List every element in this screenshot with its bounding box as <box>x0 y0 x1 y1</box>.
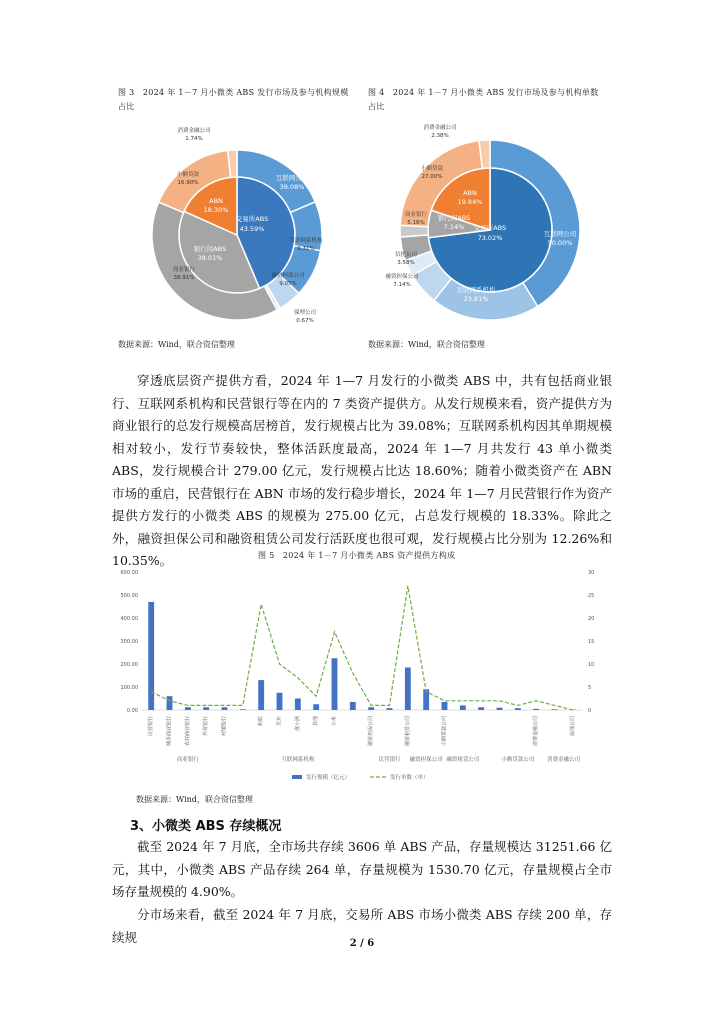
fig3-label-trust-pct: 39.08% <box>279 183 305 191</box>
figure4-caption <box>368 86 618 114</box>
fig3-label-guarantee: 融资担保公司 <box>271 273 305 279</box>
fig4-label-abn-pct: 19.84% <box>457 198 483 206</box>
bar <box>442 702 448 710</box>
bar <box>368 707 374 710</box>
figure4-caption-line2: 占比 <box>368 102 385 111</box>
fig4-label-guarantee: 融资担保公司 <box>385 274 419 280</box>
category-label: 保理公司 <box>569 716 576 737</box>
category-label: 融资租赁公司 <box>404 716 411 747</box>
group-label: 融资租赁公司 <box>446 757 480 763</box>
left-tick-label: 0.00 <box>126 708 138 714</box>
bar <box>350 702 356 710</box>
fig3-label-interbank: 银行间ABS <box>193 245 227 253</box>
bar <box>497 708 503 710</box>
group-label: 小额贷款公司 <box>501 757 535 763</box>
group-label: 商业银行 <box>176 757 199 763</box>
category-label: 度小满 <box>294 716 301 732</box>
category-label: 小米 <box>331 716 338 727</box>
bar <box>515 708 521 710</box>
category-label: 外资银行 <box>203 716 210 737</box>
bar <box>203 707 209 710</box>
fig4-label-microloan-pct: 27.00% <box>421 174 443 180</box>
fig3-label-exchange-pct: 43.59% <box>239 225 265 233</box>
fig3-label-interbank-pct: 38.01% <box>197 254 223 262</box>
right-tick-label: 5 <box>588 685 592 691</box>
left-tick-label: 300.00 <box>120 639 138 645</box>
fig4-label-interbank: 银行间ABS <box>437 214 471 222</box>
legend-bar-swatch <box>292 775 302 779</box>
category-label: 小额贷款公司 <box>441 716 448 747</box>
category-label: 其他 <box>313 716 320 727</box>
section-heading: 3、小微类 ABS 存续概况 <box>130 819 282 834</box>
fig3-label-factoring-pct: 0.67% <box>296 318 314 324</box>
fig4-label-consumer: 消费金融公司 <box>423 125 457 131</box>
bar <box>185 707 191 710</box>
fig3-label-factoring: 保理公司 <box>293 310 317 316</box>
fig3-label-internet: 互联网系机构 <box>289 238 323 244</box>
fig3-label-consumer-pct: 1.74% <box>185 136 203 142</box>
fig4-label-interbank-pct: 7.14% <box>443 223 465 231</box>
fig3-label-microloan: 小额贷款 <box>176 172 200 178</box>
page-number: 2 / 6 <box>349 938 375 949</box>
group-label: 互联网系机构 <box>281 757 315 763</box>
bar <box>387 708 393 710</box>
group-label: 民营银行 <box>378 757 401 763</box>
paragraph-outstanding-overview: 截至 2024 年 7 月底，全市场共存续 3606 单 ABS 产品，存量规模达 31251.66 亿元，其中，小微类 ABS 产品存续 264 单，存量规模为 1530.70 亿元，存量规模占全市场存量规模的 4.90%。 <box>112 839 612 899</box>
fig4-label-abn: ABN <box>463 189 477 197</box>
bar <box>552 709 558 710</box>
figure4-source: 数据来源：Wind，联合资信整理 <box>368 340 485 349</box>
right-tick-label: 30 <box>588 570 595 576</box>
fig3-label-consumer: 消费金融公司 <box>177 128 211 134</box>
group-label: 消费金融公司 <box>547 757 581 763</box>
bar <box>460 705 466 710</box>
count-line <box>151 586 573 710</box>
paragraph-market-breakdown: 分市场来看，截至 2024 年 7 月底，交易所 ABS 市场小微类 ABS 存续 200 单，存续规 <box>112 907 612 945</box>
bar <box>258 680 264 710</box>
left-tick-label: 500.00 <box>120 593 138 599</box>
fig3-label-guarantee-pct: 9.05% <box>279 281 297 287</box>
fig3-label-exchange: 交易所ABS <box>235 215 269 223</box>
right-tick-label: 0 <box>588 708 592 714</box>
group-label: 融资担保公司 <box>409 757 443 763</box>
right-tick-label: 25 <box>588 593 595 599</box>
bar <box>478 707 484 710</box>
bar <box>313 704 319 710</box>
bar <box>332 658 338 710</box>
figure3-caption-line2: 占比 <box>118 102 135 111</box>
figure3-caption-line1: 图 3 2024 年 1－7 月小微类 ABS 发行市场及参与机构规模 <box>118 88 349 97</box>
bar <box>277 693 283 710</box>
left-tick-label: 400.00 <box>120 616 138 622</box>
fig4-label-exchange: 交易所ABS <box>473 224 507 232</box>
fig4-label-microloan: 小额贷款 <box>420 166 444 172</box>
right-tick-label: 10 <box>588 662 595 668</box>
left-tick-label: 200.00 <box>120 662 138 668</box>
category-label: 京东 <box>276 716 283 727</box>
fig3-label-internet-pct: 9.31% <box>297 246 315 252</box>
figure3-caption <box>118 86 368 114</box>
fig3-label-abn-pct: 18.30% <box>203 206 229 214</box>
fig4-label-internet: 互联网公司 <box>543 230 577 238</box>
figure3-donut-chart <box>140 118 340 328</box>
category-label: 农村商业银行 <box>184 716 191 747</box>
figure4-donut-chart <box>380 118 590 328</box>
category-label: 蚂蚁 <box>258 716 265 727</box>
figure3-source: 数据来源：Wind，联合资信整理 <box>118 340 235 349</box>
fig3-label-trust: 互联网公司 <box>275 174 309 182</box>
fig3-label-abn: ABN <box>209 197 223 205</box>
fig4-label-internet-pct: 50.00% <box>547 239 573 247</box>
category-label: 城市商业银行 <box>166 716 173 747</box>
fig4-label-exchange-pct: 73.02% <box>477 234 503 242</box>
bar <box>533 709 539 710</box>
figure4-caption-line1: 图 4 2024 年 1－7 月小微类 ABS 发行市场及参与机构单数 <box>368 88 599 97</box>
right-tick-label: 15 <box>588 639 595 645</box>
bar <box>148 602 154 710</box>
category-label: 融资担保公司 <box>368 716 375 747</box>
legend-bar-label: 发行规模（亿元） <box>306 775 351 781</box>
category-label: 民营银行 <box>148 716 155 737</box>
category-label: 村镇银行 <box>221 716 228 737</box>
fig4-label-bank-pct: 5.16% <box>407 220 425 226</box>
bar <box>295 699 301 711</box>
bar <box>222 707 228 710</box>
legend-line-label: 发行单数（单） <box>390 775 429 781</box>
category-label: 消费金融公司 <box>533 716 540 747</box>
figure5-bar-line-chart <box>112 562 612 787</box>
left-tick-label: 600.00 <box>120 570 138 576</box>
fig3-label-microloan-pct: 16.90% <box>177 180 199 186</box>
bar <box>167 696 173 710</box>
fig3-label-bank: 商业银行 <box>172 267 196 273</box>
fig4-label-guarantee-pct: 7.14% <box>393 282 411 288</box>
figure5-source: 数据来源：Wind，联合资信整理 <box>136 795 253 804</box>
bar <box>240 709 246 710</box>
bar <box>423 689 429 710</box>
paragraph-asset-providers: 穿透底层资产提供方看，2024 年 1—7 月发行的小微类 ABS 中，共有包括商业银行、互联网系机构和民营银行等在内的 7 类资产提供方。从发行规模来看，资产提供方为商业银行的总发行规模高居榜首，发行规模占比为 39.08%；互联网系机构因其单期规模相对较小，发行节奏较快，整体活跃度最高，2024 年 1—7 月共发行 43 单小微类 ABS，发行规模合计 279.00 亿元，发行规模占比达 18.60%；随着小微类资产在 ABN 市场的重启，民营银行在 ABN 市场的发行稳步增长，2024 年 1—7 月民营银行作为资产提供方发行的小微类 ABS 的规模为 275.00 亿元，占总发行规模的 18.33%。除此之外，融资担保公司和融资租赁公司发行活跃度也很可观，发行规模占比分别为 12.26%和 10.35%。 <box>112 373 612 568</box>
fig4-label-bank: 商业银行 <box>404 212 428 218</box>
bar <box>405 667 411 710</box>
left-tick-label: 100.00 <box>120 685 138 691</box>
fig4-label-lease-pct: 23.81% <box>463 295 489 303</box>
figure5-caption: 图 5 2024 年 1－7 月小微类 ABS 资产提供方构成 <box>258 551 456 560</box>
fig4-label-lease: 互联网系机构 <box>456 286 496 294</box>
fig4-label-trust-pct: 3.58% <box>397 260 415 266</box>
fig3-label-bank-pct: 38.91% <box>173 275 195 281</box>
right-tick-label: 20 <box>588 616 595 622</box>
fig4-label-consumer-pct: 2.38% <box>431 133 449 139</box>
fig4-label-trust: 信托公司 <box>394 252 418 258</box>
